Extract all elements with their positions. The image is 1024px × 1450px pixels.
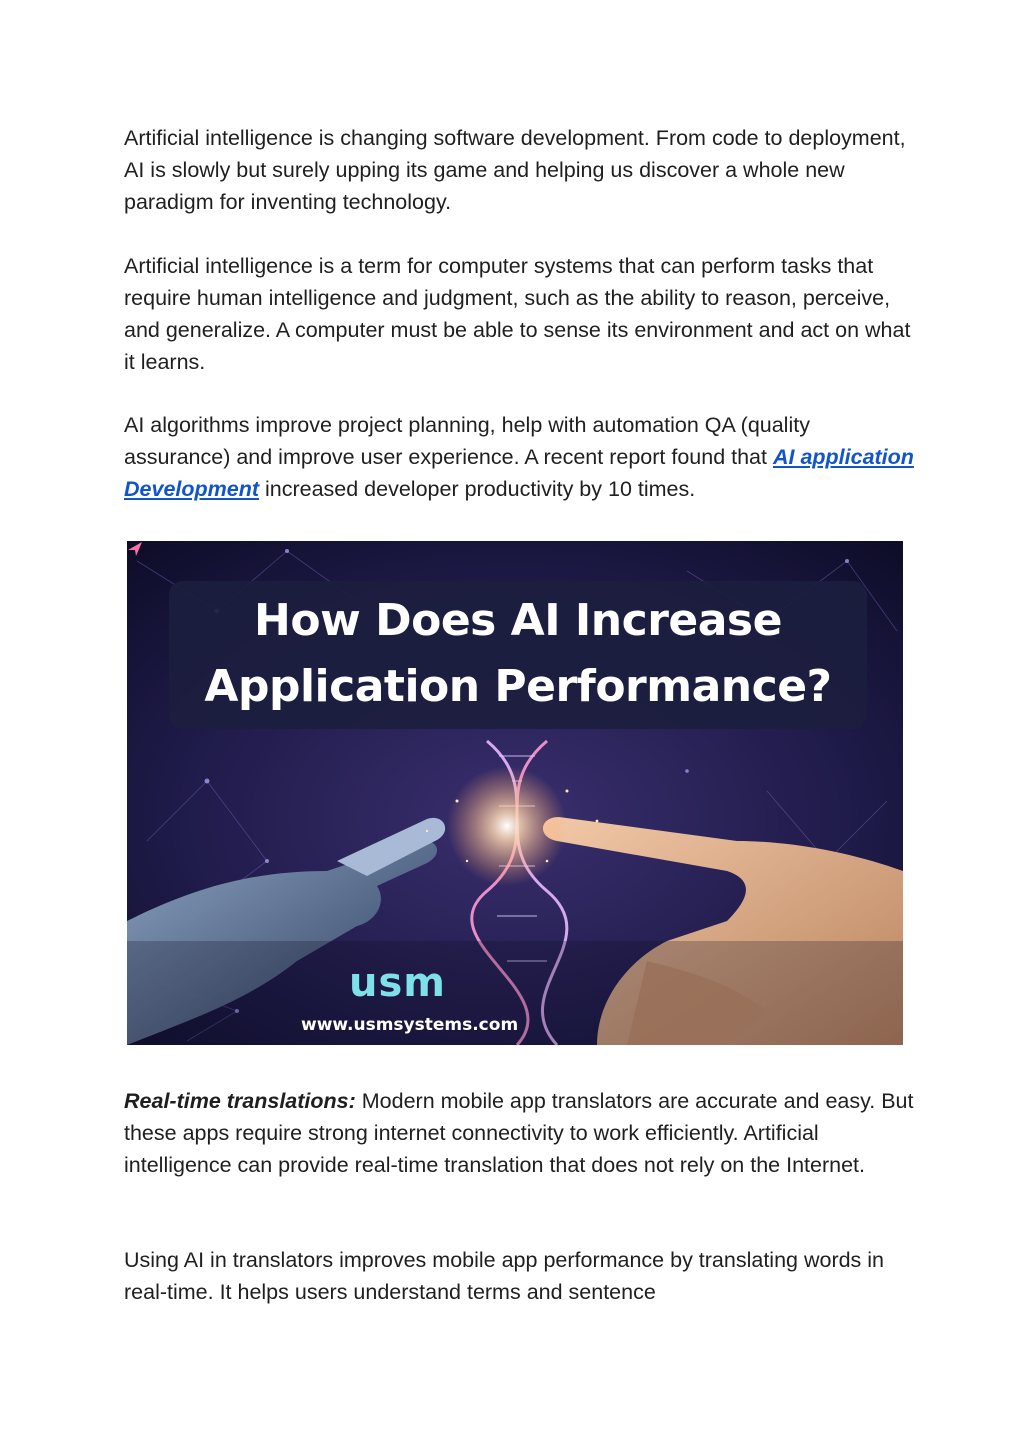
- algorithms-paragraph: [124, 409, 914, 505]
- hero-title-box: [169, 581, 867, 729]
- hero-title-line-2: Application Performance?: [204, 661, 832, 712]
- realtime-translations-heading: Real-time translations:: [124, 1089, 356, 1113]
- realtime-translations-text: Modern mobile app translators are accurate and easy. But these apps require strong internet connectivity to work efficiently. Artificial intelligence can provide real-time translation that does not rely on the Internet.: [124, 1089, 914, 1177]
- logo-arrow-icon: [127, 541, 143, 557]
- definition-paragraph: Artificial intelligence is a term for computer systems that can perform tasks that require human intelligence and judgment, such as the ability to reason, perceive, and generalize. A computer must be able to sense its environment and act on what it learns.: [124, 254, 911, 374]
- realtime-translations-paragraph: [124, 1085, 914, 1181]
- usm-logo-text: usm: [349, 960, 446, 1006]
- ai-application-development-link[interactable]: AI application Development: [124, 445, 914, 501]
- algorithms-text-after: increased developer productivity by 10 times.: [259, 477, 696, 501]
- algorithms-text-before: AI algorithms improve project planning, help with automation QA (quality assurance) and improve user experience. A recent report found that: [124, 413, 810, 469]
- intro-paragraph: Artificial intelligence is changing software development. From code to deployment, AI is slowly but surely upping its game and helping us discover a whole new paradigm for inventing technology.: [124, 126, 906, 214]
- website-url: www.usmsystems.com: [301, 1015, 519, 1035]
- translators-paragraph: Using AI in translators improves mobile app performance by translating words in real-time. It helps users understand terms and sentence: [124, 1248, 885, 1304]
- hero-title-line-1: How Does AI Increase: [254, 595, 782, 646]
- hero-image: [127, 541, 903, 1045]
